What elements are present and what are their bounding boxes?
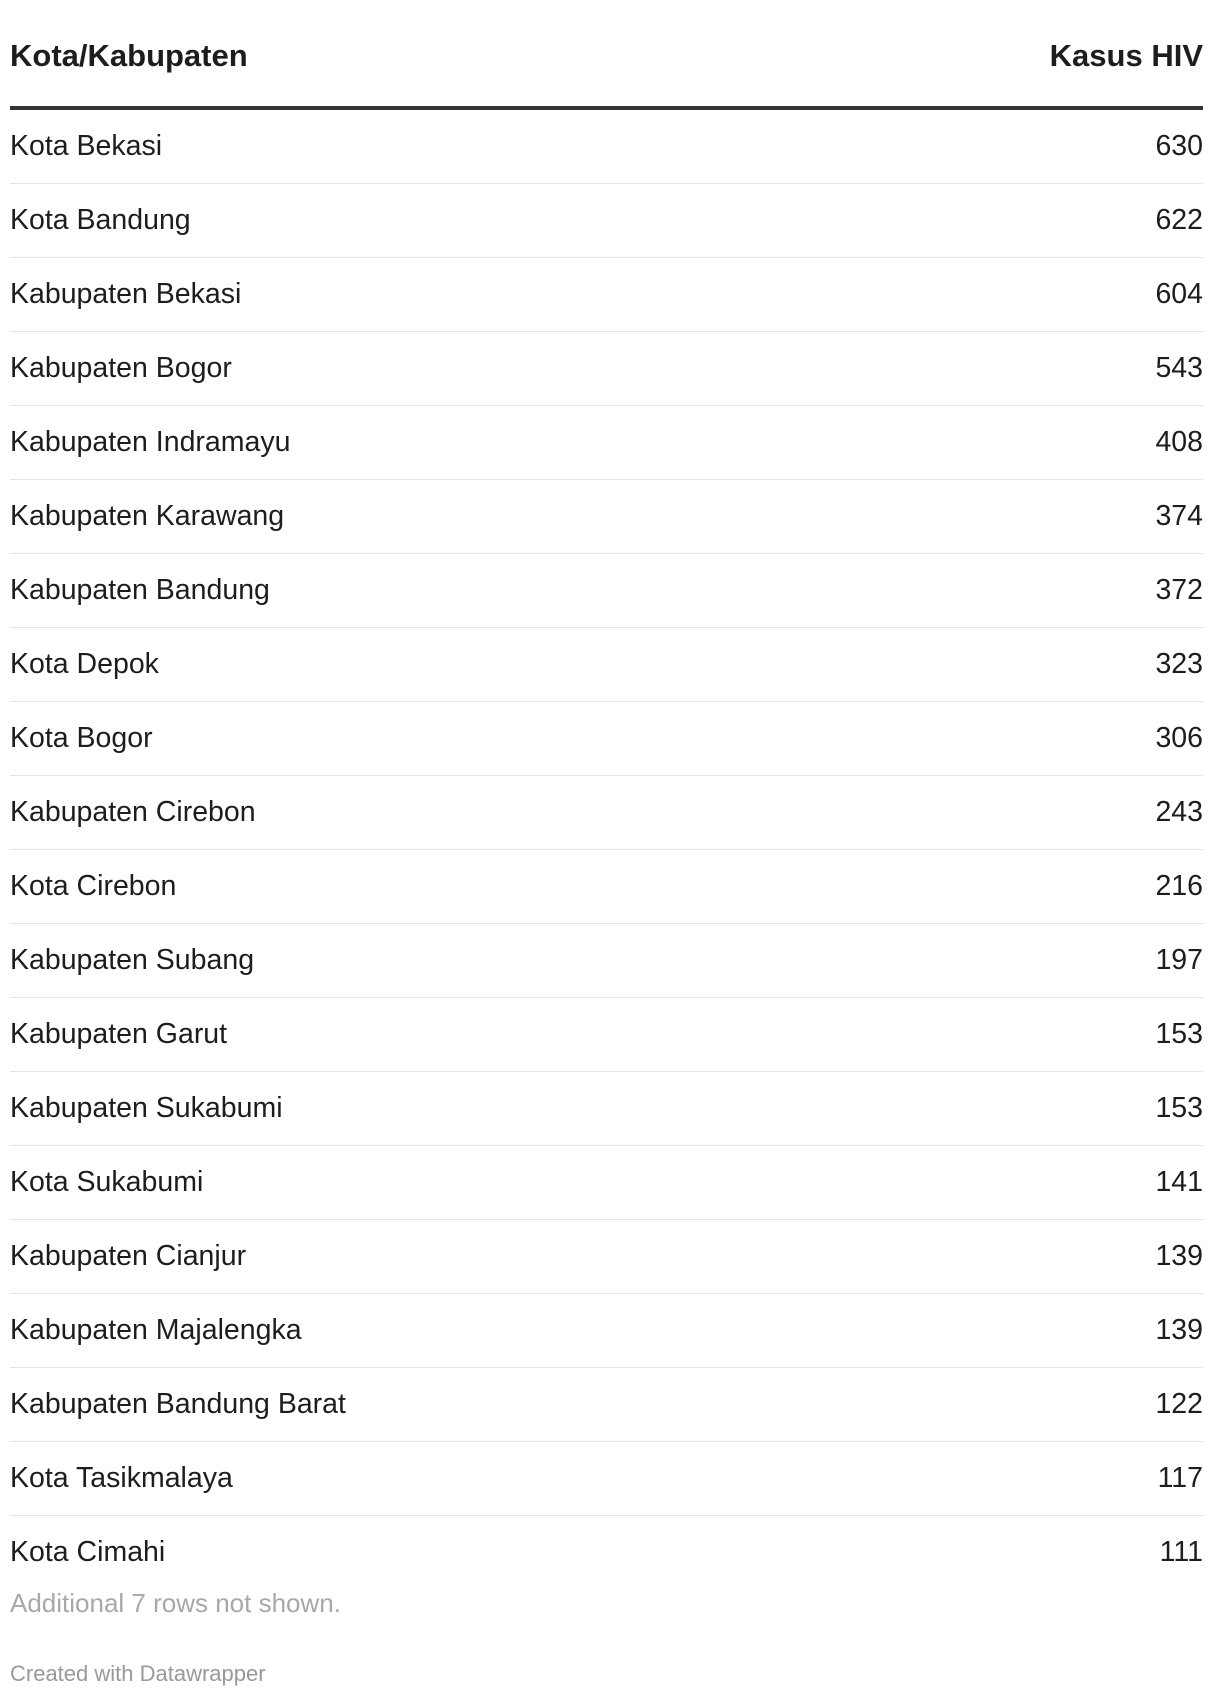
row-value-cell: 630 [903,108,1203,184]
row-value-cell: 622 [903,184,1203,258]
row-name-cell: Kota Bandung [10,184,903,258]
row-name-cell: Kota Bekasi [10,108,903,184]
table-row [10,776,1203,850]
row-value-cell: 139 [903,1294,1203,1368]
row-name-cell: Kabupaten Bogor [10,332,903,406]
row-name-cell: Kota Cimahi [10,1536,166,1568]
table-row [10,998,1203,1072]
row-value-cell: 323 [903,628,1203,702]
row-value-cell: 243 [903,776,1203,850]
table-row [10,1442,1203,1516]
row-value-cell: 197 [903,924,1203,998]
row-value-cell: 139 [903,1220,1203,1294]
table-row [10,332,1203,406]
table-row [10,1072,1203,1146]
table-row [10,702,1203,776]
table-row [10,628,1203,702]
hiv-cases-table [10,0,1203,1589]
row-value-cell: 543 [903,332,1203,406]
row-name-cell: Kabupaten Indramayu [10,406,903,480]
row-name-cell: Kabupaten Bandung Barat [10,1368,903,1442]
table-body [10,108,1203,1589]
row-value-cell: 604 [903,258,1203,332]
row-name-cell: Kabupaten Sukabumi [10,1072,903,1146]
table-row [10,108,1203,184]
row-value-cell: 408 [903,406,1203,480]
column-header-name[interactable]: Kota/Kabupaten [10,0,903,108]
row-name-cell: Kota Depok [10,628,903,702]
row-name-cell: Kota Cirebon [10,850,903,924]
row-name-cell: Kabupaten Subang [10,924,903,998]
row-name-cell: Kabupaten Bekasi [10,258,903,332]
row-value-cell: 141 [903,1146,1203,1220]
row-value-cell: 153 [903,998,1203,1072]
row-name-cell: Kota Tasikmalaya [10,1442,903,1516]
row-name-cell: Kabupaten Karawang [10,480,903,554]
row-name-cell: Kota Sukabumi [10,1146,903,1220]
row-name-cell: Kabupaten Majalengka [10,1294,903,1368]
table-row [10,480,1203,554]
row-name-cell: Kabupaten Garut [10,998,903,1072]
row-value-cell: 122 [903,1368,1203,1442]
table-row [10,924,1203,998]
row-value-cell: 153 [903,1072,1203,1146]
table-header [10,0,1203,108]
row-value-cell: 111 [1159,1536,1203,1568]
row-name-cell: Kota Bogor [10,702,903,776]
table-row [10,1220,1203,1294]
footer-credit: Created with Datawrapper [10,1661,266,1686]
row-value-cell: 117 [903,1442,1203,1516]
table-row [10,1294,1203,1368]
table-row [10,184,1203,258]
header-row [10,0,1203,108]
row-value-cell: 372 [903,554,1203,628]
table-row [10,554,1203,628]
row-name-cell: Kabupaten Cianjur [10,1220,903,1294]
table-row [10,406,1203,480]
column-header-value[interactable]: Kasus HIV [903,0,1203,108]
data-table-container [10,0,1203,1589]
table-row [10,1516,1203,1590]
row-name-cell: Kabupaten Bandung [10,554,903,628]
table-notes: Additional 7 rows not shown. [10,1588,341,1618]
table-row [10,1368,1203,1442]
row-name-cell: Kabupaten Cirebon [10,776,903,850]
table-row [10,850,1203,924]
row-value-cell: 306 [903,702,1203,776]
table-row [10,1146,1203,1220]
row-value-cell: 216 [903,850,1203,924]
table-row [10,258,1203,332]
row-value-cell: 374 [903,480,1203,554]
